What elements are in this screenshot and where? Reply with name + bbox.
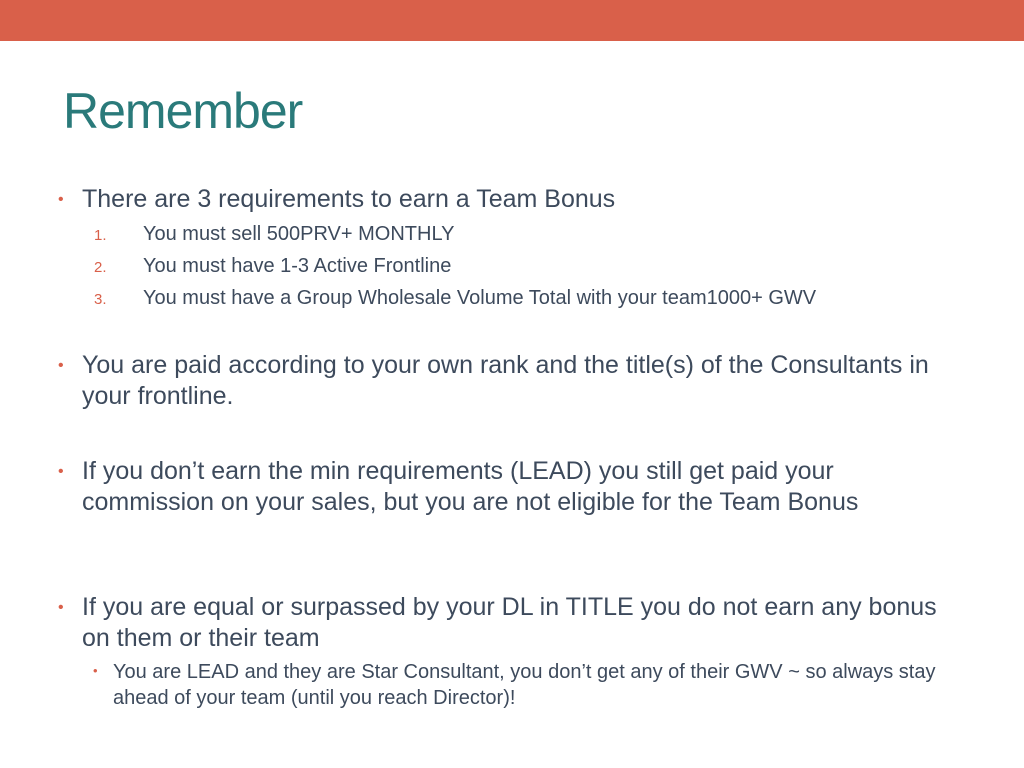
numbered-item xyxy=(94,286,993,310)
item-number: 1. xyxy=(94,227,107,244)
bullet-marker: • xyxy=(58,463,64,480)
bullet-item xyxy=(58,350,962,412)
sub-bullet-text: You are LEAD and they are Star Consultant, you don’t get any of their GWV ~ so always stay ahead of your team (until you reach Director)! xyxy=(113,661,936,709)
item-number: 3. xyxy=(94,291,107,308)
bullet-marker: • xyxy=(58,191,64,208)
bullet-marker: • xyxy=(58,599,64,616)
bullet-text: If you are equal or surpassed by your DL in TITLE you do not earn any bonus on them or their team xyxy=(82,593,937,652)
bullet-item xyxy=(58,592,962,654)
bullet-item xyxy=(58,456,962,518)
bullet-text: You are paid according to your own rank and the title(s) of the Consultants in your frontline. xyxy=(82,351,929,410)
bullet-text: There are 3 requirements to earn a Team Bonus xyxy=(82,185,616,213)
slide-title: Remember xyxy=(63,83,303,139)
bullet-text: If you don’t earn the min requirements (LEAD) you still get paid your commission on your sales, but you are not eligible for the Team Bonus xyxy=(82,457,859,516)
sub-bullet-marker: • xyxy=(93,663,98,678)
sub-bullet-item xyxy=(93,659,963,711)
bullet-item xyxy=(58,184,962,215)
item-text: You must sell 500PRV+ MONTHLY xyxy=(143,223,455,245)
item-text: You must have a Group Wholesale Volume Total with your team1000+ GWV xyxy=(143,287,817,309)
item-text: You must have 1-3 Active Frontline xyxy=(143,255,452,277)
top-accent-bar xyxy=(0,0,1024,41)
item-number: 2. xyxy=(94,259,107,276)
numbered-item xyxy=(94,254,993,278)
numbered-item xyxy=(94,222,993,246)
bullet-marker: • xyxy=(58,357,64,374)
